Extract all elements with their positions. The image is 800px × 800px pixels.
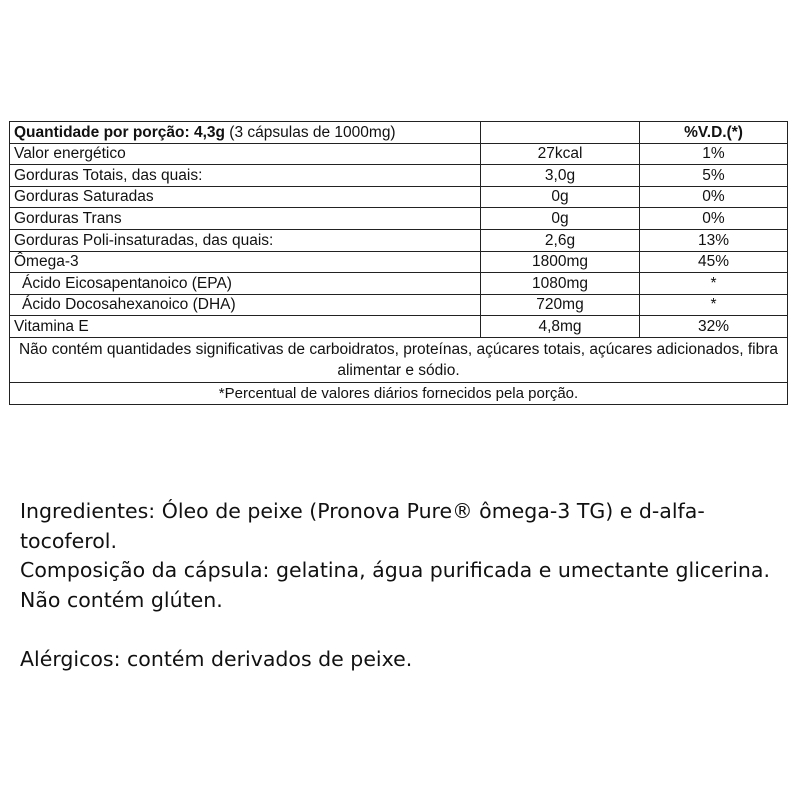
nutrient-dv: 45% <box>640 251 788 273</box>
nutrient-dv: 1% <box>640 143 788 165</box>
table-row <box>10 229 788 251</box>
amount-header-cell <box>481 122 640 144</box>
nutrient-amount: 1080mg <box>481 273 640 295</box>
table-row <box>10 316 788 338</box>
nutrition-facts-table <box>9 121 788 405</box>
table-header-row <box>10 122 788 144</box>
nutrient-amount: 720mg <box>481 294 640 316</box>
daily-value-header: %V.D.(*) <box>640 122 788 144</box>
nutrient-name: Ômega-3 <box>10 251 481 273</box>
nutrient-dv: * <box>640 273 788 295</box>
nutrient-dv: * <box>640 294 788 316</box>
nutrient-name: Gorduras Poli-insaturadas, das quais: <box>10 229 481 251</box>
table-row <box>10 186 788 208</box>
serving-size-cell <box>10 122 481 144</box>
nutrient-name: Valor energético <box>10 143 481 165</box>
table-note-row <box>10 337 788 382</box>
ingredients-block <box>20 497 790 674</box>
nutrient-name: Ácido Eicosapentanoico (EPA) <box>10 273 481 295</box>
capsule-composition-text: Composição da cápsula: gelatina, água purificada e umectante glicerina. Não contém glúten. <box>20 558 770 612</box>
table-row <box>10 273 788 295</box>
nutrient-dv: 0% <box>640 208 788 230</box>
nutrient-amount: 27kcal <box>481 143 640 165</box>
table-row <box>10 294 788 316</box>
nutrient-amount: 0g <box>481 186 640 208</box>
table-row <box>10 251 788 273</box>
nutrient-dv: 5% <box>640 165 788 187</box>
nutrient-amount: 4,8mg <box>481 316 640 338</box>
nutrient-amount: 3,0g <box>481 165 640 187</box>
table-row <box>10 143 788 165</box>
table-footnote-row <box>10 382 788 404</box>
nutrient-dv: 0% <box>640 186 788 208</box>
ingredients-text: Ingredientes: Óleo de peixe (Pronova Pure® ômega-3 TG) e d-alfa-tocoferol. <box>20 499 705 553</box>
serving-size-label: Quantidade por porção: 4,3g <box>14 123 225 141</box>
table-row <box>10 208 788 230</box>
nutrient-amount: 2,6g <box>481 229 640 251</box>
nutrient-name: Vitamina E <box>10 316 481 338</box>
allergens-text: Alérgicos: contém derivados de peixe. <box>20 646 413 671</box>
nutrient-name: Gorduras Trans <box>10 208 481 230</box>
table-note: Não contém quantidades significativas de carboidratos, proteínas, açúcares totais, açúcares adicionados, fibra alimentar e sódio. <box>10 337 788 382</box>
serving-size-detail: (3 cápsulas de 1000mg) <box>225 123 396 141</box>
nutrient-name: Gorduras Saturadas <box>10 186 481 208</box>
nutrient-name: Ácido Docosahexanoico (DHA) <box>10 294 481 316</box>
table-footnote: *Percentual de valores diários fornecidos pela porção. <box>10 382 788 404</box>
nutrient-dv: 13% <box>640 229 788 251</box>
nutrient-amount: 0g <box>481 208 640 230</box>
nutrient-amount: 1800mg <box>481 251 640 273</box>
table-row <box>10 165 788 187</box>
nutrient-name: Gorduras Totais, das quais: <box>10 165 481 187</box>
nutrient-dv: 32% <box>640 316 788 338</box>
spacer <box>20 615 790 645</box>
